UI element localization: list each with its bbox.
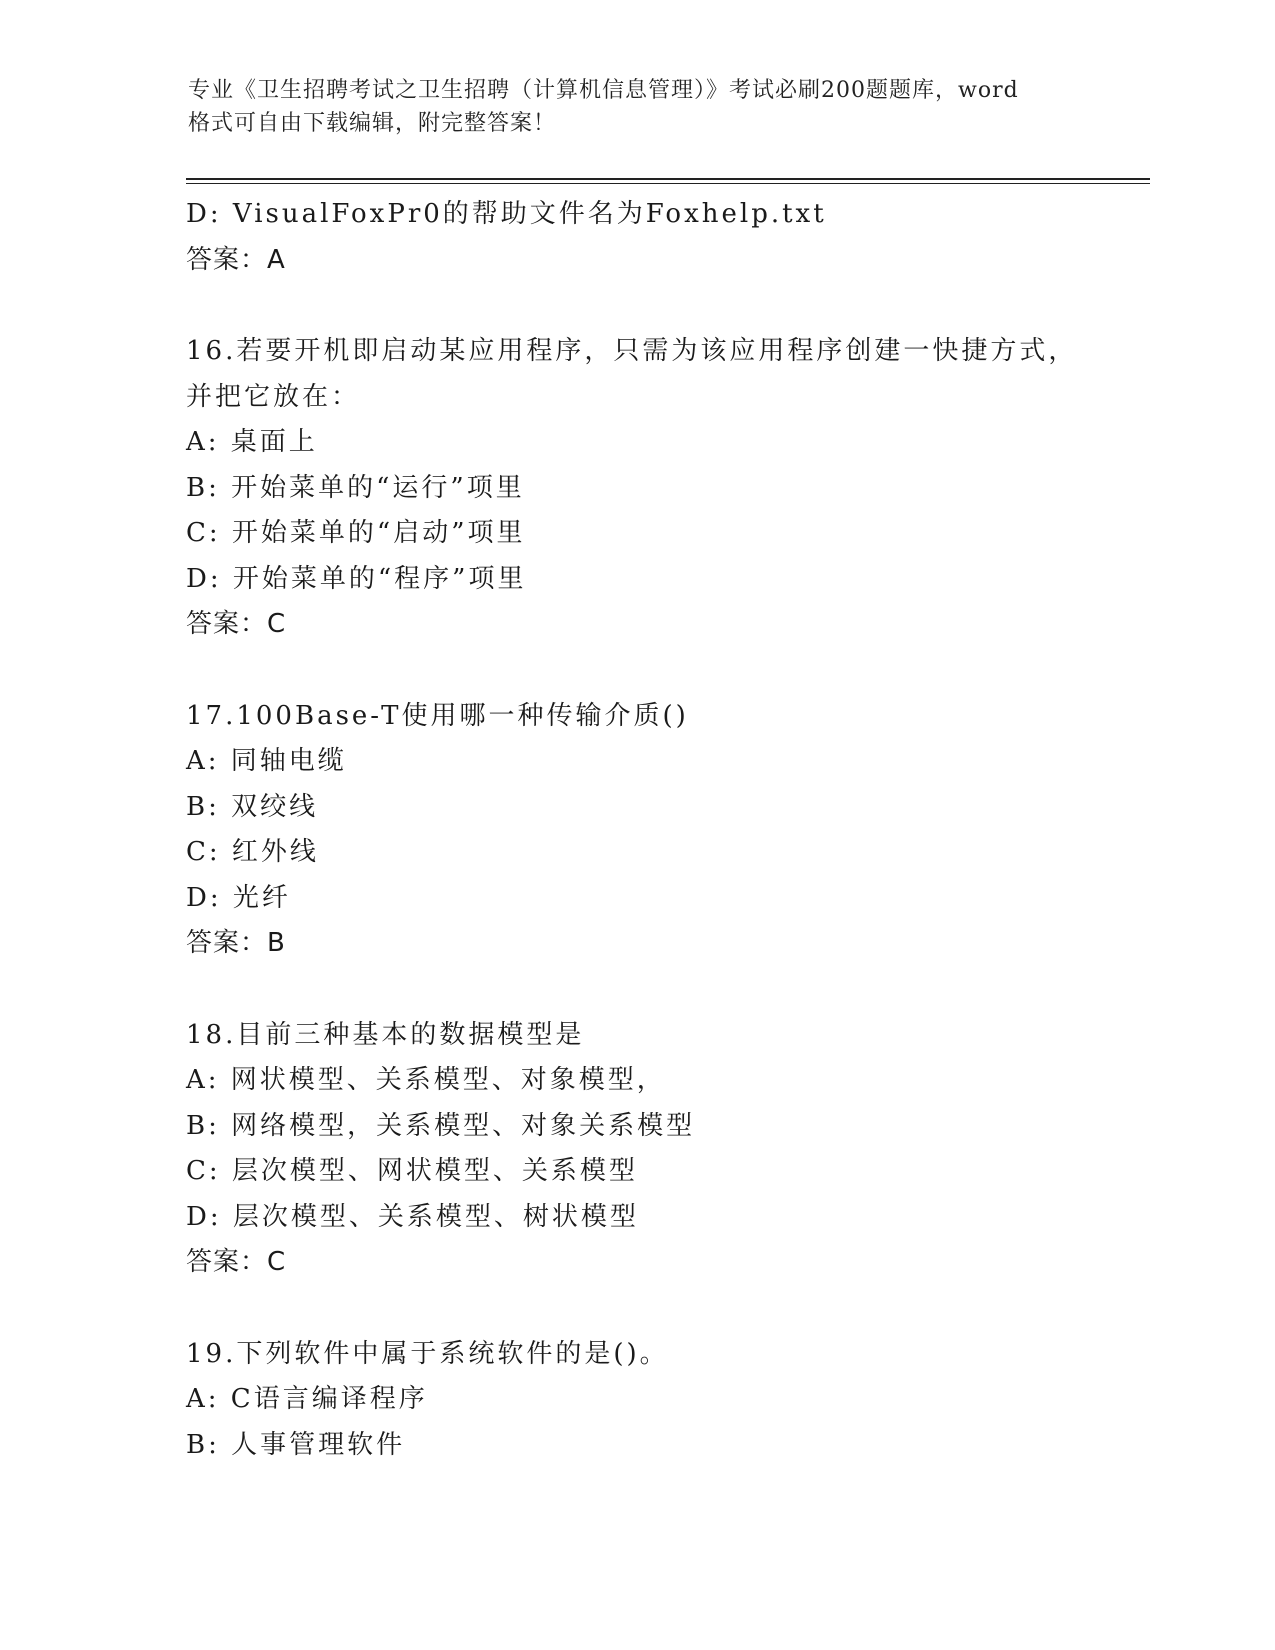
answer-line: 答案：C (186, 609, 287, 639)
answer-line: 答案：A (186, 244, 286, 275)
question-stem-continued: 并把它放在： (186, 381, 361, 412)
header-rule-thick (186, 178, 1150, 180)
spacer (186, 1286, 1146, 1332)
spacer (186, 283, 1146, 329)
header-rule-thin (186, 183, 1150, 184)
option-d: D: 层次模型、关系模型、树状模型 (186, 1201, 639, 1232)
header-line-2: 格式可自由下载编辑，附完整答案！ (188, 111, 557, 136)
option-b: B: 开始菜单的“运行”项里 (186, 472, 525, 503)
option-c: C: 开始菜单的“启动”项里 (186, 518, 526, 548)
spacer (186, 648, 1146, 694)
option-b: B: 双绞线 (186, 791, 319, 822)
header-line-1: 专业《卫生招聘考试之卫生招聘（计算机信息管理）》考试必刷200题题库，word (188, 78, 1019, 103)
option-a: A: 同轴电缆 (186, 746, 347, 776)
option-b: B: 网络模型，关系模型、对象关系模型 (186, 1110, 696, 1141)
answer-line: 答案：C (186, 1247, 287, 1277)
answer-line: 答案：B (186, 928, 286, 958)
option-a: A: 网状模型、关系模型、对象模型， (186, 1065, 666, 1095)
question-stem: 16.若要开机即启动某应用程序，只需为该应用程序创建一快捷方式， (186, 336, 1078, 366)
document-header (188, 74, 1088, 140)
option-d: D: 光纤 (186, 882, 291, 913)
option-c: C: 层次模型、网状模型、关系模型 (186, 1156, 638, 1186)
question-18 (186, 1013, 1146, 1286)
question-stem: 18.目前三种基本的数据模型是 (186, 1019, 585, 1050)
question-stem: 17.100Base-T使用哪一种传输介质() (186, 700, 689, 731)
question-15-fragment (186, 192, 1146, 283)
option-d: D: 开始菜单的“程序”项里 (186, 563, 527, 594)
option-a: A: C语言编译程序 (186, 1384, 428, 1414)
document-body (186, 192, 1146, 1468)
option-c: C: 红外线 (186, 837, 319, 867)
spacer (186, 967, 1146, 1013)
question-19 (186, 1332, 1146, 1469)
question-17 (186, 694, 1146, 967)
option-d: D: VisualFoxPr0的帮助文件名为Foxhelp.txt (186, 199, 827, 229)
option-a: A: 桌面上 (186, 427, 318, 457)
option-b: B: 人事管理软件 (186, 1429, 406, 1460)
question-16 (186, 329, 1146, 648)
question-stem: 19.下列软件中属于系统软件的是()。 (186, 1338, 669, 1369)
